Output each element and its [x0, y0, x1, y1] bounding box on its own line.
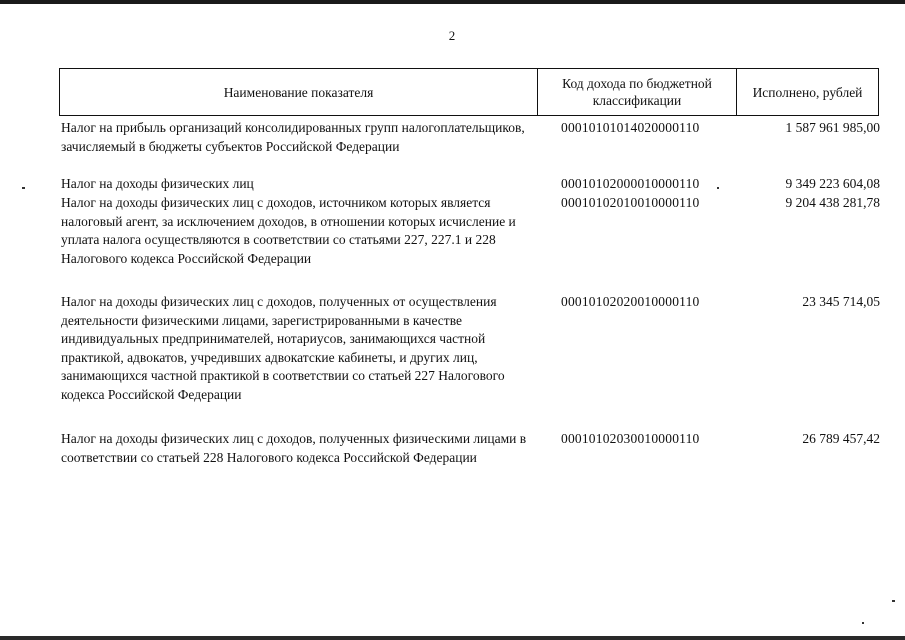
row-code: 00010102030010000110 [561, 431, 700, 446]
scan-speck [892, 600, 895, 602]
row-code: 00010101014020000110 [561, 120, 700, 135]
row-amount: 23 345 714,05 [802, 294, 880, 309]
row-code: 00010102020010000110 [561, 294, 700, 309]
header-code-column: Код дохода по бюджетной классификации [538, 69, 737, 115]
row-amount: 9 349 223 604,08 [785, 176, 880, 191]
scan-speck [862, 622, 864, 624]
scan-speck [22, 187, 25, 189]
row-name: Налог на доходы физических лиц с доходов, полученных физическими лицами в соответствии со статьей 228 Налогового кодекса Российской Федерации [61, 431, 527, 465]
row-amount: 1 587 961 985,00 [785, 120, 880, 135]
page-number: 2 [448, 28, 456, 43]
row-code: 00010102000010000110 [561, 176, 700, 191]
header-amount-column: Исполнено, рублей [752, 84, 863, 100]
header-name-column: Наименование показателя [60, 69, 538, 115]
row-amount: 26 789 457,42 [802, 431, 880, 446]
row-amount: 9 204 438 281,78 [785, 195, 880, 210]
row-name: Налог на доходы физических лиц с доходов, источником которых является налоговый агент, за исключением доходов, в отношении которых исчисление и уплата налога осуществляются в соответствии со статьями 227, 227.1 и 228 Налогового кодекса Российской Федерации [61, 195, 516, 266]
table-header [59, 68, 879, 116]
row-name: Налог на доходы физических лиц [61, 176, 254, 191]
scan-speck [717, 187, 719, 189]
row-code: 00010102010010000110 [561, 195, 700, 210]
row-name: Налог на доходы физических лиц с доходов, полученных от осуществления деятельности физическими лицами, зарегистрированными в качестве индивидуальных предпринимателей, нотариусов, занимающихся частной практикой, адвокатов, учредивших адвокатские кабинеты, и других лиц, занимающихся частной практикой в соответствии со статьей 227 Налогового кодекса Российской Федерации [61, 294, 505, 402]
scan-edge-bottom [0, 636, 905, 640]
scan-edge-top [0, 0, 905, 4]
row-name: Налог на прибыль организаций консолидированных групп налогоплательщиков, зачисляемый в бюджеты субъектов Российской Федерации [61, 120, 525, 154]
